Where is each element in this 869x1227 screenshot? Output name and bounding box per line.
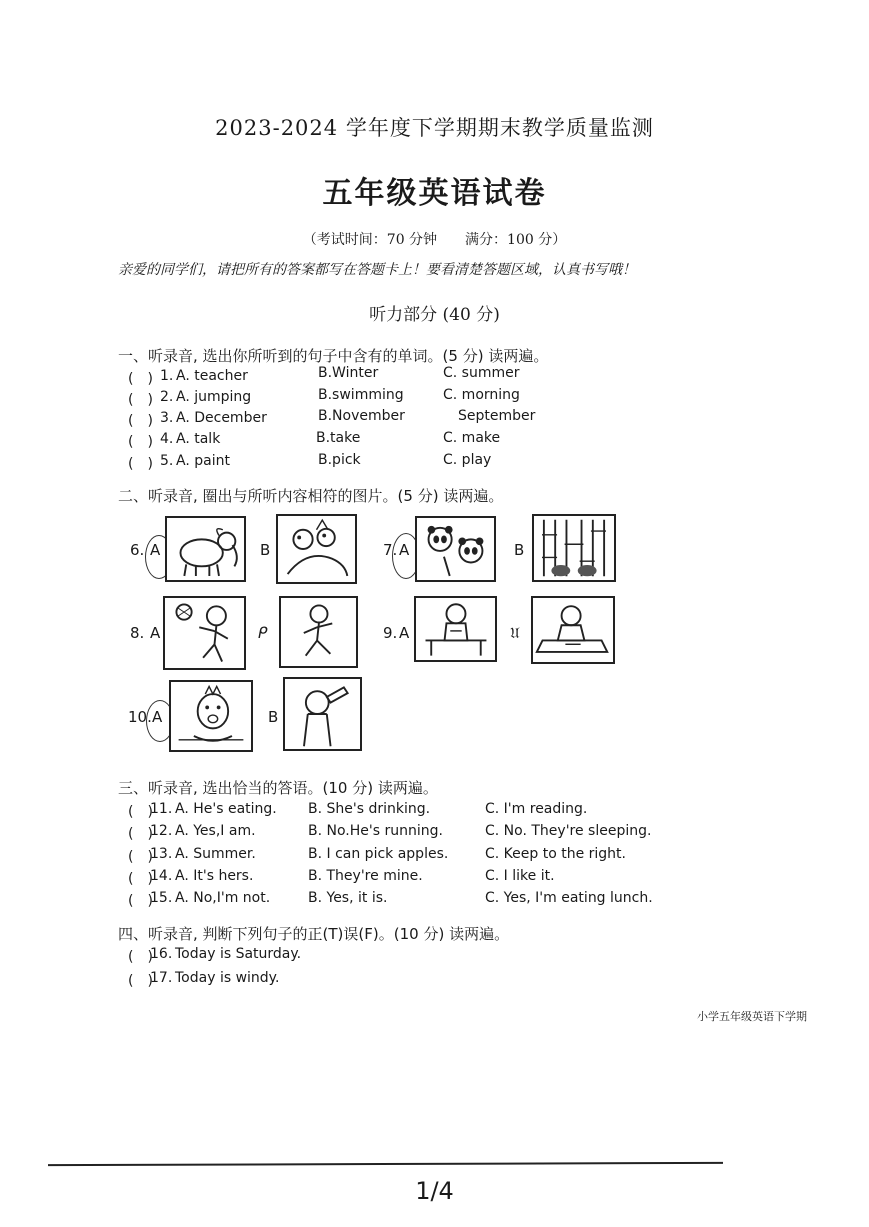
section2-title: 二、听录音, 圈出与所听内容相符的图片。(5 分) 读两遍。: [118, 487, 504, 505]
option-a: A. talk: [176, 431, 221, 447]
option-c: September: [458, 408, 536, 424]
option-a: A. jumping: [176, 389, 252, 405]
option-b: B. They're mine.: [308, 868, 423, 884]
eating-boy-icon[interactable]: [169, 680, 253, 752]
answer-paren[interactable]: ( ): [128, 893, 153, 909]
answer-paren[interactable]: ( ): [128, 371, 153, 387]
choice-b-mark[interactable]: ᑭ: [258, 624, 268, 642]
option-a: A. Summer.: [175, 846, 256, 862]
answer-paren[interactable]: ( ): [128, 434, 153, 450]
option-c: C. make: [443, 430, 501, 446]
answer-paren[interactable]: ( ): [128, 456, 153, 472]
option-b: B.Winter: [318, 365, 379, 381]
item-number: 6.: [130, 541, 145, 559]
option-a: A. December: [176, 410, 267, 426]
drinking-boy-icon[interactable]: [283, 677, 362, 751]
option-b: B. Yes, it is.: [308, 890, 388, 906]
elephant-icon[interactable]: [165, 516, 246, 582]
statement-text: Today is windy.: [175, 970, 280, 986]
option-b: B. I can pick apples.: [308, 846, 449, 862]
question-number: 16.: [150, 946, 173, 962]
option-b: B.November: [318, 408, 405, 424]
section1-title: 一、听录音, 选出你所听到的句子中含有的单词。(5 分) 读两遍。: [118, 347, 549, 365]
question-number: 4.: [160, 431, 174, 447]
option-a: A. Yes,I am.: [175, 823, 256, 839]
question-number: 3.: [160, 410, 174, 426]
option-a: A. No,I'm not.: [175, 890, 271, 906]
footer-note: 小学五年级英语下学期: [697, 1010, 807, 1023]
answer-paren[interactable]: ( ): [128, 871, 153, 887]
question-number: 13.: [150, 846, 173, 862]
exam-info: （考试时间：70 分钟 满分：100 分）: [302, 232, 567, 248]
item-number: 10.: [128, 708, 152, 726]
option-a: A. It's hers.: [175, 868, 254, 884]
part-title: 听力部分 (40 分): [369, 305, 500, 325]
choice-a-label[interactable]: A: [399, 541, 410, 559]
option-c: C. play: [443, 452, 492, 468]
item-number: 8.: [130, 624, 145, 642]
running-boy-icon[interactable]: [279, 596, 358, 668]
question-number: 5.: [160, 453, 174, 469]
option-c: C. Keep to the right.: [485, 846, 626, 862]
option-c: C. I like it.: [485, 868, 555, 884]
exam-notice: 亲爱的同学们，请把所有的答案都写在答题卡上！要看清楚答题区域，认真书写哦！: [118, 262, 636, 278]
choice-a-label[interactable]: A: [152, 708, 163, 726]
question-number: 1.: [160, 368, 174, 384]
answer-paren[interactable]: ( ): [128, 973, 153, 989]
choice-b-mark[interactable]: 𝔘: [510, 624, 520, 642]
option-a: A. paint: [176, 453, 230, 469]
section3-title: 三、听录音, 选出恰当的答语。(10 分) 读两遍。: [118, 779, 438, 797]
option-b: B.take: [316, 430, 361, 446]
option-c: C. I'm reading.: [485, 801, 588, 817]
pandas-icon[interactable]: [415, 516, 496, 582]
answer-paren[interactable]: ( ): [128, 849, 153, 865]
answer-paren[interactable]: ( ): [128, 804, 153, 820]
answer-paren[interactable]: ( ): [128, 949, 153, 965]
statement-text: Today is Saturday.: [175, 946, 302, 962]
reading-boy-icon[interactable]: [414, 596, 497, 662]
option-b: B. She's drinking.: [308, 801, 431, 817]
animals-icon[interactable]: [276, 514, 357, 584]
question-number: 2.: [160, 389, 174, 405]
choice-a-label[interactable]: A: [399, 624, 410, 642]
choice-b-label[interactable]: B: [260, 541, 271, 559]
soccer-boy-icon[interactable]: [163, 596, 246, 670]
choice-b-label[interactable]: B: [268, 708, 279, 726]
option-c: C. summer: [443, 365, 520, 381]
question-number: 14.: [150, 868, 173, 884]
answer-paren[interactable]: ( ): [128, 413, 153, 429]
item-number: 9.: [383, 624, 398, 642]
choice-b-label[interactable]: B: [514, 541, 525, 559]
option-c: C. Yes, I'm eating lunch.: [485, 890, 653, 906]
option-c: C. No. They're sleeping.: [485, 823, 652, 839]
option-a: A. He's eating.: [175, 801, 277, 817]
choice-a-label[interactable]: A: [150, 541, 161, 559]
bamboo-icon[interactable]: [532, 514, 616, 582]
exam-subtitle: 五年级英语试卷: [322, 176, 547, 211]
question-number: 15.: [150, 890, 173, 906]
option-a: A. teacher: [176, 368, 248, 384]
question-number: 12.: [150, 823, 173, 839]
item-number: 7.: [383, 541, 398, 559]
footer-divider: [48, 1162, 723, 1166]
answer-paren[interactable]: ( ): [128, 392, 153, 408]
question-number: 17.: [150, 970, 173, 986]
option-b: B. No.He's running.: [308, 823, 443, 839]
option-b: B.swimming: [318, 387, 404, 403]
question-number: 11.: [150, 801, 173, 817]
option-b: B.pick: [318, 452, 361, 468]
exam-title: 2023-2024 学年度下学期期末教学质量监测: [215, 116, 654, 140]
page-number: 1/4: [415, 1177, 454, 1205]
option-c: C. morning: [443, 387, 520, 403]
answer-paren[interactable]: ( ): [128, 826, 153, 842]
section4-title: 四、听录音, 判断下列句子的正(T)误(F)。(10 分) 读两遍。: [118, 925, 510, 943]
writing-boy-icon[interactable]: [531, 596, 615, 664]
choice-a-label[interactable]: A: [150, 624, 161, 642]
